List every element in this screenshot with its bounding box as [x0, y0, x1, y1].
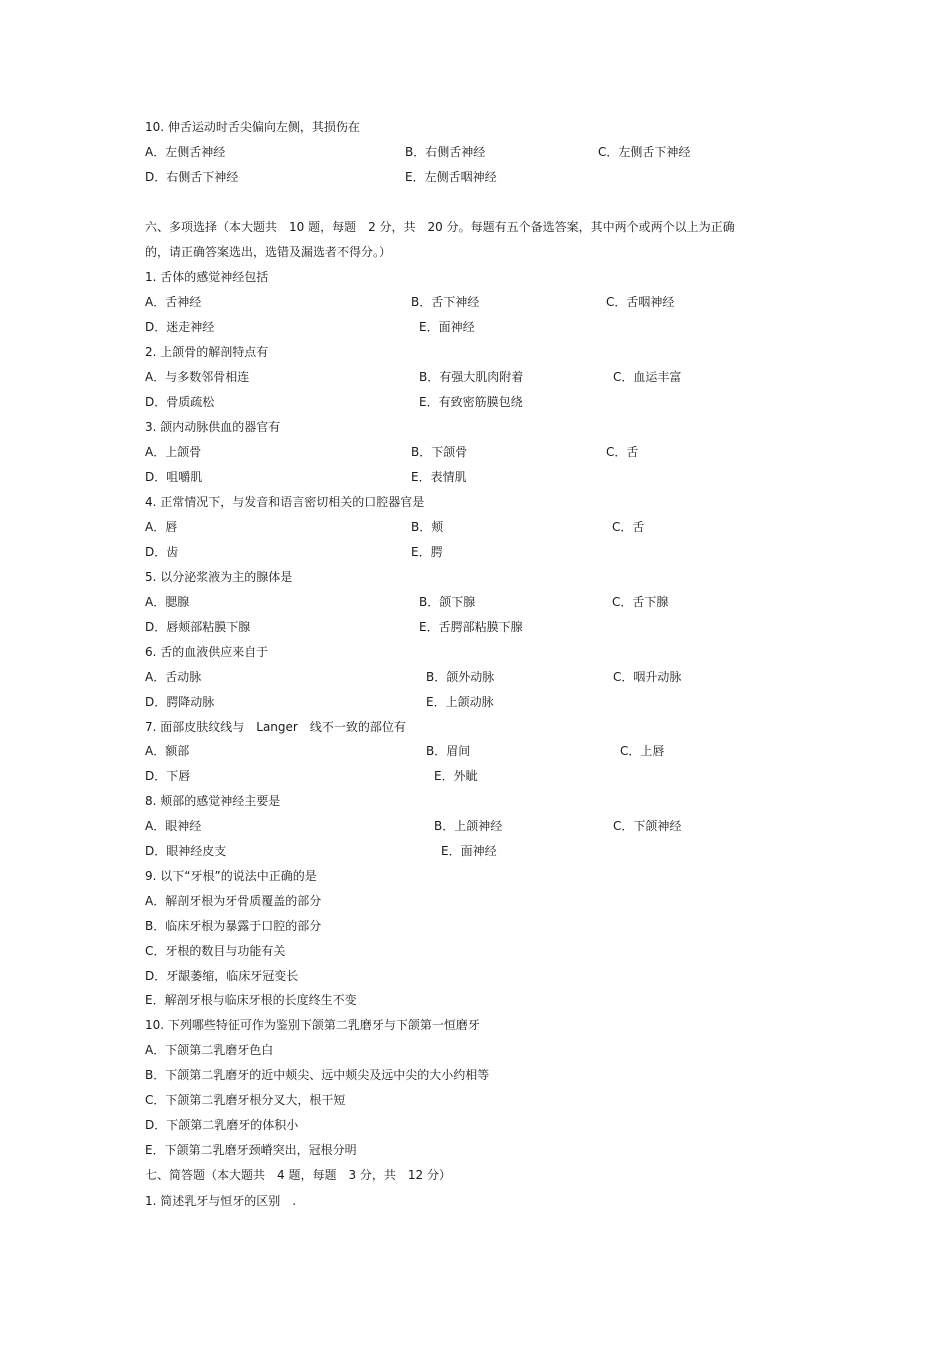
- option-e: E．腭: [411, 545, 443, 559]
- question-stem: 6. 舌的血液供应来自于: [145, 645, 269, 659]
- option-b: B．上颌神经: [434, 819, 503, 833]
- option-c: C．下颌神经: [613, 819, 682, 833]
- option-d: D．右侧舌下神经: [145, 170, 239, 184]
- option-a: A．左侧舌神经: [145, 145, 226, 159]
- question-stem: 2. 上颌骨的解剖特点有: [145, 345, 269, 359]
- question-stem: 3. 颌内动脉供血的器官有: [145, 420, 281, 434]
- option-b: B．舌下神经: [411, 295, 480, 309]
- option-d: D．迷走神经: [145, 320, 215, 334]
- option-c: C．下颌第二乳磨牙根分叉大，根干短: [145, 1093, 346, 1107]
- option-d: D．下唇: [145, 769, 191, 783]
- option-b: B．右侧舌神经: [405, 145, 486, 159]
- option-e: E．上颌动脉: [426, 695, 494, 709]
- option-a: A．舌神经: [145, 295, 202, 309]
- option-e: E．面神经: [441, 844, 497, 858]
- option-a: A．额部: [145, 744, 190, 758]
- option-c: C．血运丰富: [613, 370, 682, 384]
- option-d: D．骨质疏松: [145, 395, 215, 409]
- section-instructions: 的，请正确答案选出，选错及漏选者不得分。）: [145, 245, 392, 259]
- option-c: C．咽升动脉: [613, 670, 682, 684]
- option-d: D．眼神经皮支: [145, 844, 227, 858]
- option-b: B．有强大肌肉附着: [419, 370, 524, 384]
- question-stem: 1. 简述乳牙与恒牙的区别 .: [145, 1194, 297, 1208]
- option-a: A．腮腺: [145, 595, 190, 609]
- option-a: A．解剖牙根为牙骨质覆盖的部分: [145, 894, 322, 908]
- question-stem: 5. 以分泌浆液为主的腺体是: [145, 570, 293, 584]
- option-e: E．外眦: [434, 769, 478, 783]
- section-heading: 七、简答题（本大题共 4 题，每题 3 分，共 12 分）: [145, 1168, 451, 1182]
- question-stem: 10. 下列哪些特征可作为鉴别下颌第二乳磨牙与下颌第一恒磨牙: [145, 1018, 480, 1032]
- option-e: E．下颌第二乳磨牙颈嵴突出，冠根分明: [145, 1143, 357, 1157]
- option-b: B．颌下腺: [419, 595, 476, 609]
- option-b: B．下颌骨: [411, 445, 468, 459]
- option-c: C．舌: [606, 445, 639, 459]
- question-stem: 8. 颊部的感觉神经主要是: [145, 794, 281, 808]
- option-e: E．表情肌: [411, 470, 467, 484]
- option-e: E．左侧舌咽神经: [405, 170, 497, 184]
- option-a: A．与多数邻骨相连: [145, 370, 250, 384]
- question-stem: 7. 面部皮肤纹线与 Langer 线不一致的部位有: [145, 720, 406, 734]
- option-a: A．舌动脉: [145, 670, 202, 684]
- option-b: B．下颌第二乳磨牙的近中颊尖、远中颊尖及远中尖的大小约相等: [145, 1068, 490, 1082]
- option-c: C．上唇: [620, 744, 665, 758]
- option-d: D．齿: [145, 545, 179, 559]
- question-stem: 9. 以下“牙根”的说法中正确的是: [145, 869, 317, 883]
- option-d: D．腭降动脉: [145, 695, 215, 709]
- option-a: A．眼神经: [145, 819, 202, 833]
- option-e: E．解剖牙根与临床牙根的长度终生不变: [145, 993, 357, 1007]
- question-stem: 4. 正常情况下，与发音和语言密切相关的口腔器官是: [145, 495, 425, 509]
- option-d: D．唇颊部粘膜下腺: [145, 620, 251, 634]
- option-c: C．牙根的数目与功能有关: [145, 944, 286, 958]
- option-e: E．舌腭部粘膜下腺: [419, 620, 523, 634]
- option-c: C．左侧舌下神经: [598, 145, 691, 159]
- option-b: B．颌外动脉: [426, 670, 495, 684]
- question-stem: 1. 舌体的感觉神经包括: [145, 270, 269, 284]
- option-c: C．舌咽神经: [606, 295, 675, 309]
- option-c: C．舌下腺: [612, 595, 669, 609]
- option-a: A．唇: [145, 520, 178, 534]
- option-d: D．咀嚼肌: [145, 470, 203, 484]
- option-b: B．眉间: [426, 744, 471, 758]
- option-e: E．有致密筋膜包绕: [419, 395, 523, 409]
- option-d: D．下颌第二乳磨牙的体积小: [145, 1118, 299, 1132]
- option-c: C．舌: [612, 520, 645, 534]
- option-e: E．面神经: [419, 320, 475, 334]
- option-a: A．上颌骨: [145, 445, 202, 459]
- option-d: D．牙龈萎缩，临床牙冠变长: [145, 969, 299, 983]
- question-stem: 10. 伸舌运动时舌尖偏向左侧，其损伤在: [145, 120, 360, 134]
- option-b: B．颊: [411, 520, 444, 534]
- section-heading: 六、多项选择（本大题共 10 题，每题 2 分，共 20 分。每题有五个备选答案，其中两个或两个以上为正确: [145, 220, 735, 234]
- option-b: B．临床牙根为暴露于口腔的部分: [145, 919, 322, 933]
- option-a: A．下颌第二乳磨牙色白: [145, 1043, 274, 1057]
